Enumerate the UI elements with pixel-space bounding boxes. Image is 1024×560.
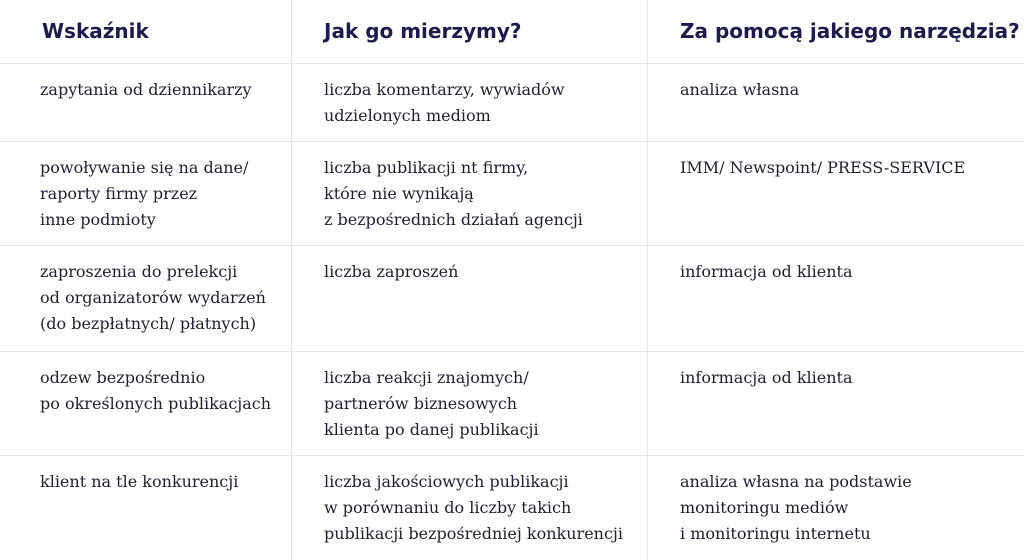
measurement-cell: liczba komentarzy, wywiadów udzielonych mediom [292, 64, 648, 142]
column-header-tool: Za pomocą jakiego narzędzia? [648, 0, 1024, 64]
tool-cell: informacja od klienta [648, 352, 1024, 456]
indicator-cell: odzew bezpośrednio po określonych publikacjach [0, 352, 292, 456]
measurement-cell: liczba reakcji znajomych/ partnerów biznesowych klienta po danej publikacji [292, 352, 648, 456]
indicator-cell: zaproszenia do prelekcji od organizatorów wydarzeń (do bezpłatnych/ płatnych) [0, 246, 292, 352]
tool-cell: IMM/ Newspoint/ PRESS-SERVICE [648, 142, 1024, 246]
measurement-cell: liczba zaproszeń [292, 246, 648, 352]
column-header-indicator: Wskaźnik [0, 0, 292, 64]
measurement-cell: liczba publikacji nt firmy, które nie wynikają z bezpośrednich działań agencji [292, 142, 648, 246]
tool-cell: analiza własna [648, 64, 1024, 142]
column-header-measurement: Jak go mierzymy? [292, 0, 648, 64]
indicator-cell: klient na tle konkurencji [0, 456, 292, 560]
indicator-cell: powoływanie się na dane/ raporty firmy przez inne podmioty [0, 142, 292, 246]
tool-cell: analiza własna na podstawie monitoringu mediów i monitoringu internetu [680, 472, 912, 543]
tool-cell: informacja od klienta [648, 246, 1024, 352]
indicator-cell: zapytania od dziennikarzy [0, 64, 292, 142]
measurement-cell: liczba jakościowych publikacji w porównaniu do liczby takich publikacji bezpośredniej konkurencji [292, 456, 648, 560]
